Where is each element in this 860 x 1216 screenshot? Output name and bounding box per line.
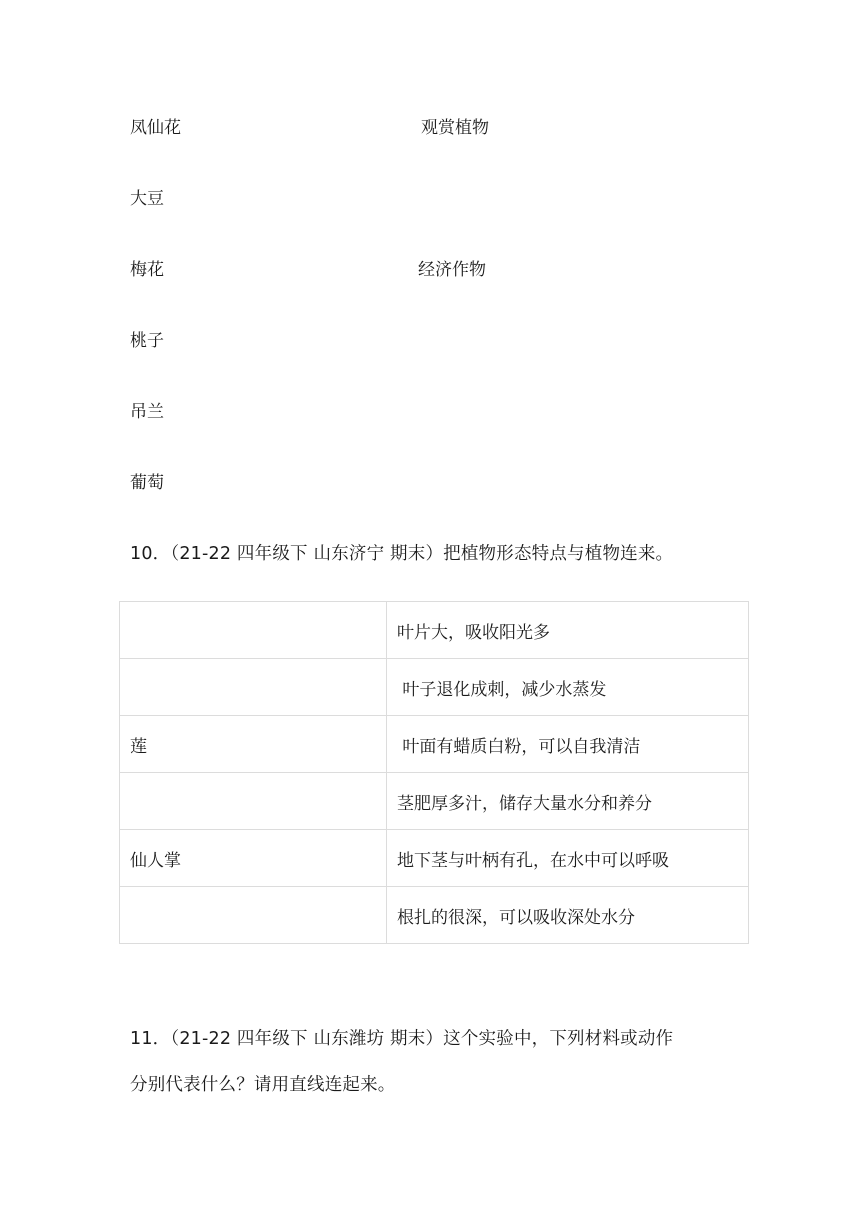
feature-cell: 叶面有蜡质白粉，可以自我清洁 xyxy=(387,716,749,773)
plant-label: 凤仙花 xyxy=(130,118,181,138)
table-row xyxy=(120,659,749,716)
question-11-line-1: 11．（21-22 四年级下 山东潍坊 期末）这个实验中，下列材料或动作 xyxy=(130,1029,674,1049)
category-label: 观赏植物 xyxy=(421,118,489,138)
feature-cell: 地下茎与叶柄有孔，在水中可以呼吸 xyxy=(387,830,749,887)
matching-table xyxy=(119,601,749,944)
plant-cell xyxy=(120,659,387,716)
feature-cell: 根扎的很深，可以吸收深处水分 xyxy=(387,887,749,944)
question-10-text: 10．（21-22 四年级下 山东济宁 期末）把植物形态特点与植物连来。 xyxy=(130,544,674,564)
plant-label: 葡萄 xyxy=(130,473,164,493)
table-row xyxy=(120,887,749,944)
plant-label: 桃子 xyxy=(130,331,164,351)
category-label: 经济作物 xyxy=(418,260,486,280)
table-row xyxy=(120,830,749,887)
plant-cell: 仙人掌 xyxy=(120,830,387,887)
table-row xyxy=(120,602,749,659)
feature-cell: 叶子退化成刺，减少水蒸发 xyxy=(387,659,749,716)
question-11-line-2: 分别代表什么？请用直线连起来。 xyxy=(130,1075,396,1095)
plant-label: 吊兰 xyxy=(130,402,164,422)
plant-cell xyxy=(120,887,387,944)
table-row xyxy=(120,773,749,830)
feature-cell: 茎肥厚多汁，储存大量水分和养分 xyxy=(387,773,749,830)
table-row xyxy=(120,716,749,773)
feature-cell: 叶片大，吸收阳光多 xyxy=(387,602,749,659)
plant-cell: 莲 xyxy=(120,716,387,773)
plant-label: 梅花 xyxy=(130,260,164,280)
plant-cell xyxy=(120,773,387,830)
plant-label: 大豆 xyxy=(130,189,164,209)
plant-cell xyxy=(120,602,387,659)
